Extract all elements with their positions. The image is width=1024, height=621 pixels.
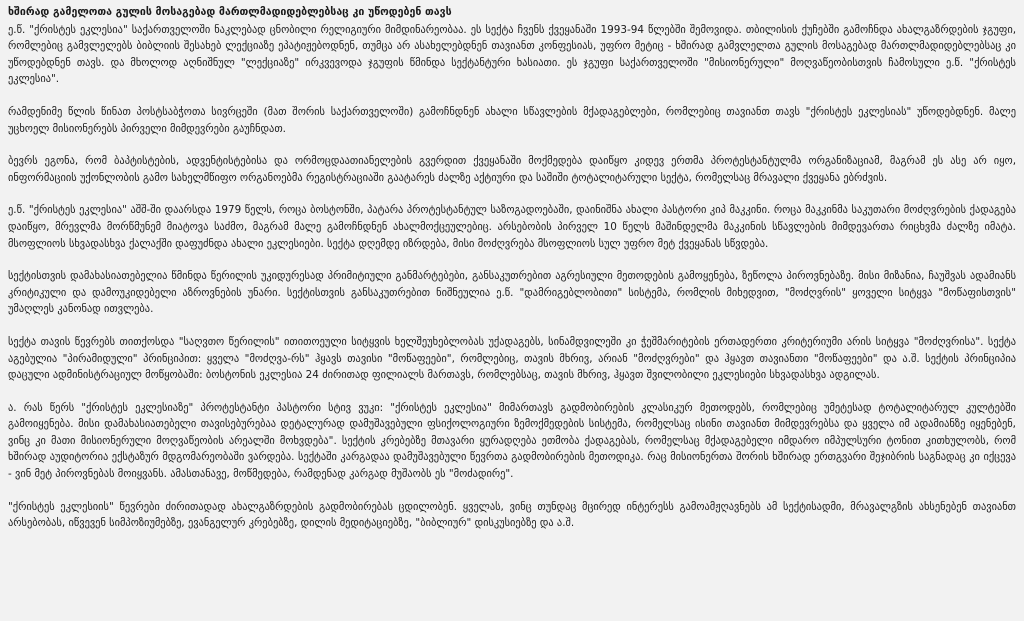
article-paragraph-5: სექტისთვის დამახასიათებელია წმინდა წერილის უკიდურესად პრიმიტიული განმარტებები, განსაკუთრებით აგრესიული მეთოდების გამოყენება, ზეწოლა პიროვნებაზე. მისი მიზანია, ჩაუშვას ადამიანს კრიტიკული და დამოუკიდებელი აზროვნების უნარი. სექტისთვის განსაკუთრებით ნიშნეულია ე.წ. "დამრიგებლობითი" სისტემა, რომლის მიხედვით, "მოძღვრის" ყოველი სიტყვა "მოწაფისთვის" უმაღლეს კანონად ითვლება. xyxy=(8,270,1016,316)
article-paragraph-4: ე.წ. "ქრისტეს ეკლესია" აშშ-ში დაარსდა 1979 წელს, როცა ბოსტონში, პატარა პროტესტანტულ საზოგადოებაში, დაინიშნა ახალი პასტორი კიპ მაკკინი. როცა მაკკინმა საკუთარი მოძღვრების ქადაგება დაიწყო, მრევლმა მორწმუნემ მიატოვა საძმო, მაგრამ მალე გამოჩნდნენ ახალმოქცეულებიც. არსებობის პირველ 10 წელს მაშინდელმა მაკკინის სწავლების მიმდევართა რიცხვმა ძალზე იმატა. მსოფლიოს სხვადასხვა ქალაქში დაფუძნდა ახალი ეკლესიები. სექტა დღემდე იზრდება, მისი მოძღვრება მსოფლიოს სულ უფრო მეტ ქვეყანას სწვდება. xyxy=(8,204,1016,250)
article-paragraph-7: ა. რას წერს "ქრისტეს ეკლესიაზე" პროტესტანტი პასტორი სტივ ვუკი: "ქრისტეს ეკლესია" მიმართავს გადმობირების კლასიკურ მეთოდებს, რომლებიც უმეტესად ტოტალიტარულ კულტებში გამოიყენება. მისი დამახასიათებელი თავისებურებაა დეტალურად დამუშავებული ფსიქოლოგიური ზემოქმედების სისტემა, რომელსაც ისინი თავიანთ მიმდევრებსა და ყველა იმ ადამიანზე იყენებენ, ვინც კი მათი მისიონერული მოღვაწეობის არეალში მოხვდება". სექტის კრებებზე მთავარი ყურადღება ეთმობა ქადაგებას, რომელსაც მქადაგებელი იმდარო იმპულსური ტონით კითხულობს, რომ ხშირად აუდიტორია ექსტაზურ მდგომარეობაში ვარდება. სექტაში კარგადაა დამუშავებული წევრთა გადმობირების მეთოდიკა. რაც მისიონერთა შორის ხშირად ერთგვარი შეჯიბრის საგნადაც კი იქცევა - ვინ მეტ პიროვნებას მოიყვანს. ამასთანავე, მოწმედება, რამდენად კარგად მუშაობს ეს "მოძადირე". xyxy=(8,401,1016,481)
article-paragraph-6: სექტა თავის წევრებს თითქოსდა "საღვთო წერილის" ითითოეული სიტყვის ხელშეუხებლობას უქადაგებს, სინამდვილეში კი ჭეშმარიტების ერთადერთი კრიტერიუმი არის სიტყვა "მოძღვრისა". სექტა აგებულია "პირამიდული" პრინციპით: ყველა "მოძღვა-რს" ჰყავს თავისი "მოწაფეები", რომლებიც, თავის მხრივ, არიან "მოძღვრები" და ჰყავთ თავიანთი "მოწაფეები" და ა.შ. სექტის პრინციპია დაცული ადმინისტრაციულ მოწყობაში: ბოსტონის ეკლესია 24 ძირითად ფილიალს მართავს, რომლებსაც, თავის მხრივ, ჰყავთ შვილობილი ეკლესიები სხვადასხვა ადგილას. xyxy=(8,335,1016,382)
article-paragraph-2: რამდენიმე წლის წინათ პოსტსაბჭოთა სივრცეში (მათ შორის საქართველოში) გამოჩნდნენ ახალი სწავლების მქადაგებლები, რომლებიც თავიანთ თავს "ქრისტეს ეკლესიას" უწოდებდნენ. მალე უცხოელ მისიონერებს პირველი მიმდევრები გაუჩნდათ. xyxy=(8,105,1016,135)
article-heading: ხშირად გამელოთა გულის მოსაგებად მართლმადიდებლებსაც კი უწოდებენ თავს xyxy=(8,6,452,18)
article-paragraph-8: "ქრისტეს ეკლესიის" წევრები ძირითადად ახალგაზრდების გადმობირებას ცდილობენ. ყველას, ვინც თუნდაც მცირედ ინტერესს გამოამჟღავნებს ამ სექტისადმი, მრავალგზის ახსენებენ თავიანთ არსებობას, იწვევენ სიმპოზიუმებზე, ევანგელურ კრებებზე, დილის მედიტაციებზე, "ბიბლიურ" დისკუსიებზე და ა.შ. xyxy=(8,500,1016,530)
article-paragraph-3: ბევრს ეგონა, რომ ბაპტისტების, ადვენტისტებისა და ორმოცდაათიანელების გვერდით ქვეყანაში მოქმედება დაიწყო კიდევ ერთმა პროტესტანტულმა ორგანიზაციამ, მაგრამ ეს ასე არ იყო, ინფორმაციის უქონლობის გამო სახელმწიფო ორგანოებმა რეგისტრაციაში გაატარეს ძალზე აქტიური და საშიში ტოტალიტარული სექტა, რომელსაც მრავალი ქვეყანა ებრძვის. xyxy=(8,155,1016,184)
article-paragraph-1: ე.წ. "ქრისტეს ეკლესია" საქართველოში ნაკლებად ცნობილი რელიგიური მიმდინარეობაა. ეს სექტა ჩვენს ქვეყანაში 1993-94 წლებში შემოვიდა. თბილისის ქუჩებში გამოჩნდა ახალგაზრდების ჯგუფი, რომლებიც გამვლელებს ბიბლიის შესახებ ლექციაზე ეპატიჟებოდნენ, თუმცა არ ასახელებდნენ თავიანთ კონფესიას, უფრო მეტიც - ხშირად გამვლელთა გულის მოსაგებად მართლმადიდებლებსაც კი უწოდებდნენ თავს. და მხოლოდ აღნიშნულ "ლექციაზე" ირკვევოდა ჯგუფის წმინდა სექტანტური ხასიათი. ეს ჯგუფი საქართველოში "მისიონერული" მოღვაწეობისთვის ჩამოსული ე.წ. "ქრისტეს ეკლესია". xyxy=(8,23,1016,86)
